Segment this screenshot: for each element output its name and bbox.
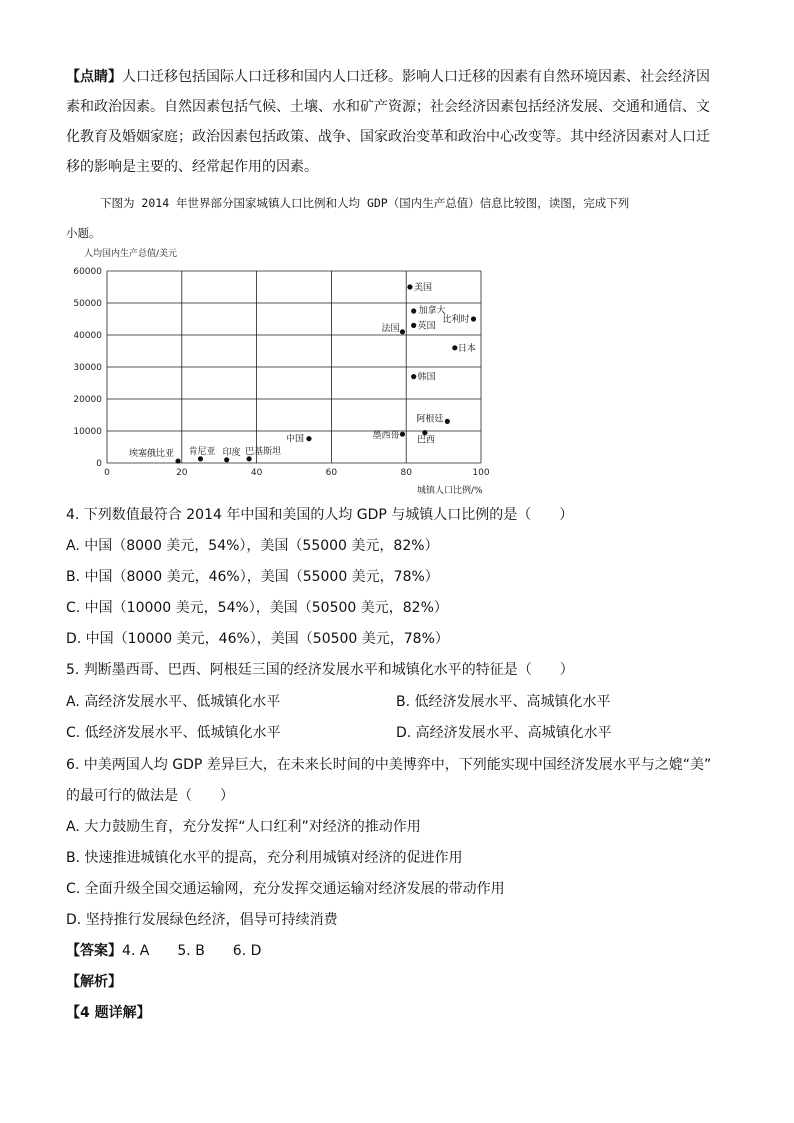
figure-intro-line: 下图为 2014 年世界部分国家城镇人口比例和人均 GDP（国内生产总值）信息比较图，读图，完成下列 — [100, 196, 630, 210]
question-6-option-b: B. 快速推进城镇化水平的提高，充分利用城镇对经济的促进作用 — [66, 850, 463, 866]
data-point — [400, 432, 405, 437]
question-5-option-d: D. 高经济发展水平、高城镇化水平 — [396, 725, 612, 741]
data-point-label: 加拿大 — [418, 306, 446, 316]
data-point — [224, 457, 229, 462]
data-point — [407, 284, 412, 289]
y-tick-label: 50000 — [73, 299, 102, 309]
x-tick-label: 80 — [400, 468, 412, 478]
dianjing-tag: 【点睛】 — [66, 69, 122, 85]
question-6-stem-cont: 的最可行的做法是（ ） — [66, 788, 234, 804]
data-point — [445, 419, 450, 424]
y-tick-labels — [73, 267, 102, 469]
y-axis-label: 人均国内生产总值/美元 — [84, 249, 178, 259]
y-tick-label: 20000 — [73, 395, 102, 405]
data-point — [198, 456, 203, 461]
data-point-label: 墨西哥 — [372, 431, 400, 442]
question-4-option-a: A. 中国（8000 美元，54%），美国（55000 美元，82%） — [66, 538, 439, 554]
y-tick-label: 60000 — [73, 267, 102, 277]
question-5-option-b: B. 低经济发展水平、高城镇化水平 — [396, 694, 611, 710]
detail-tag: 【4 题详解】 — [66, 1005, 151, 1021]
question-6-option-d: D. 坚持推行发展绿色经济，倡导可持续消费 — [66, 912, 338, 928]
y-tick-label: 40000 — [73, 331, 102, 341]
data-point — [306, 436, 311, 441]
data-point-label: 韩国 — [417, 372, 436, 383]
data-points — [129, 281, 476, 464]
data-point-label: 埃塞俄比亚 — [129, 449, 175, 460]
data-point-label: 中国 — [285, 434, 304, 445]
question-6-stem: 6. 中美两国人均 GDP 差异巨大，在未来长时间的中美博弈中，下列能实现中国经济发展水平与之媲“美” — [66, 757, 712, 773]
data-point-label: 阿根廷 — [416, 414, 444, 425]
data-point-label: 美国 — [413, 283, 432, 293]
x-tick-label: 0 — [104, 468, 110, 478]
data-point-label: 法国 — [381, 323, 400, 334]
x-axis-label: 城镇人口比例/% — [417, 486, 483, 496]
x-tick-label: 100 — [472, 468, 490, 478]
data-point — [411, 323, 416, 328]
data-point — [247, 456, 252, 461]
question-5-option-a: A. 高经济发展水平、低城镇化水平 — [66, 694, 281, 710]
data-point — [452, 345, 457, 350]
answer-text: 4. A 5. B 6. D — [122, 943, 262, 959]
question-5-stem: 5. 判断墨西哥、巴西、阿根廷三国的经济发展水平和城镇化水平的特征是（ ） — [66, 662, 574, 678]
data-point — [411, 308, 416, 313]
data-point — [422, 430, 427, 435]
question-4-option-d: D. 中国（10000 美元，46%），美国（50500 美元，78%） — [66, 631, 449, 647]
data-point — [471, 316, 476, 321]
analysis-tag: 【解析】 — [66, 974, 122, 990]
question-4-stem: 4. 下列数值最符合 2014 年中国和美国的人均 GDP 与城镇人口比例的是（ ） — [66, 507, 574, 523]
y-tick-label: 10000 — [73, 427, 102, 437]
question-4-option-c: C. 中国（10000 美元，54%），美国（50500 美元，82%） — [66, 600, 448, 616]
question-5-option-c: C. 低经济发展水平、低城镇化水平 — [66, 725, 281, 741]
data-point-label: 巴基斯坦 — [245, 446, 282, 457]
answer-line — [66, 942, 736, 960]
paragraph-line: 移的影响是主要的、经常起作用的因素。 — [66, 159, 318, 175]
paragraph-line — [66, 68, 736, 86]
data-point-label: 印度 — [222, 447, 241, 458]
text: 人口迁移包括国际人口迁移和国内人口迁移。影响人口迁移的因素有自然环境因素、社会经济因 — [122, 69, 710, 85]
y-tick-label: 30000 — [73, 363, 102, 373]
data-point — [400, 329, 405, 334]
paragraph-line: 化教育及婚姻家庭；政治因素包括政策、战争、国家政治变革和政治中心改变等。其中经济因素对人口迁 — [66, 129, 710, 145]
question-6-option-c: C. 全面升级全国交通运输网，充分发挥交通运输对经济发展的带动作用 — [66, 881, 505, 897]
data-point-label: 比利时 — [442, 315, 470, 325]
x-tick-labels — [104, 468, 490, 478]
figure-intro-line: 小题。 — [66, 226, 101, 240]
data-point — [175, 458, 180, 463]
data-point-label: 英国 — [417, 321, 436, 332]
data-point-label: 肯尼亚 — [188, 446, 216, 457]
data-point-label: 巴西 — [416, 435, 435, 446]
paragraph-line: 素和政治因素。自然因素包括气候、土壤、水和矿产资源；社会经济因素包括经济发展、交通和通信、文 — [66, 99, 710, 115]
question-6-option-a: A. 大力鼓励生育，充分发挥“人口红利”对经济的推动作用 — [66, 819, 421, 835]
scatter-chart — [73, 244, 504, 496]
y-tick-label: 0 — [96, 459, 102, 469]
question-4-option-b: B. 中国（8000 美元，46%），美国（55000 美元，78%） — [66, 569, 439, 585]
x-tick-label: 20 — [176, 468, 188, 478]
answer-tag: 【答案】 — [66, 943, 122, 959]
x-tick-label: 40 — [250, 468, 263, 478]
x-tick-label: 60 — [325, 468, 338, 478]
data-point-label: 日本 — [457, 343, 476, 354]
data-point — [411, 374, 416, 379]
